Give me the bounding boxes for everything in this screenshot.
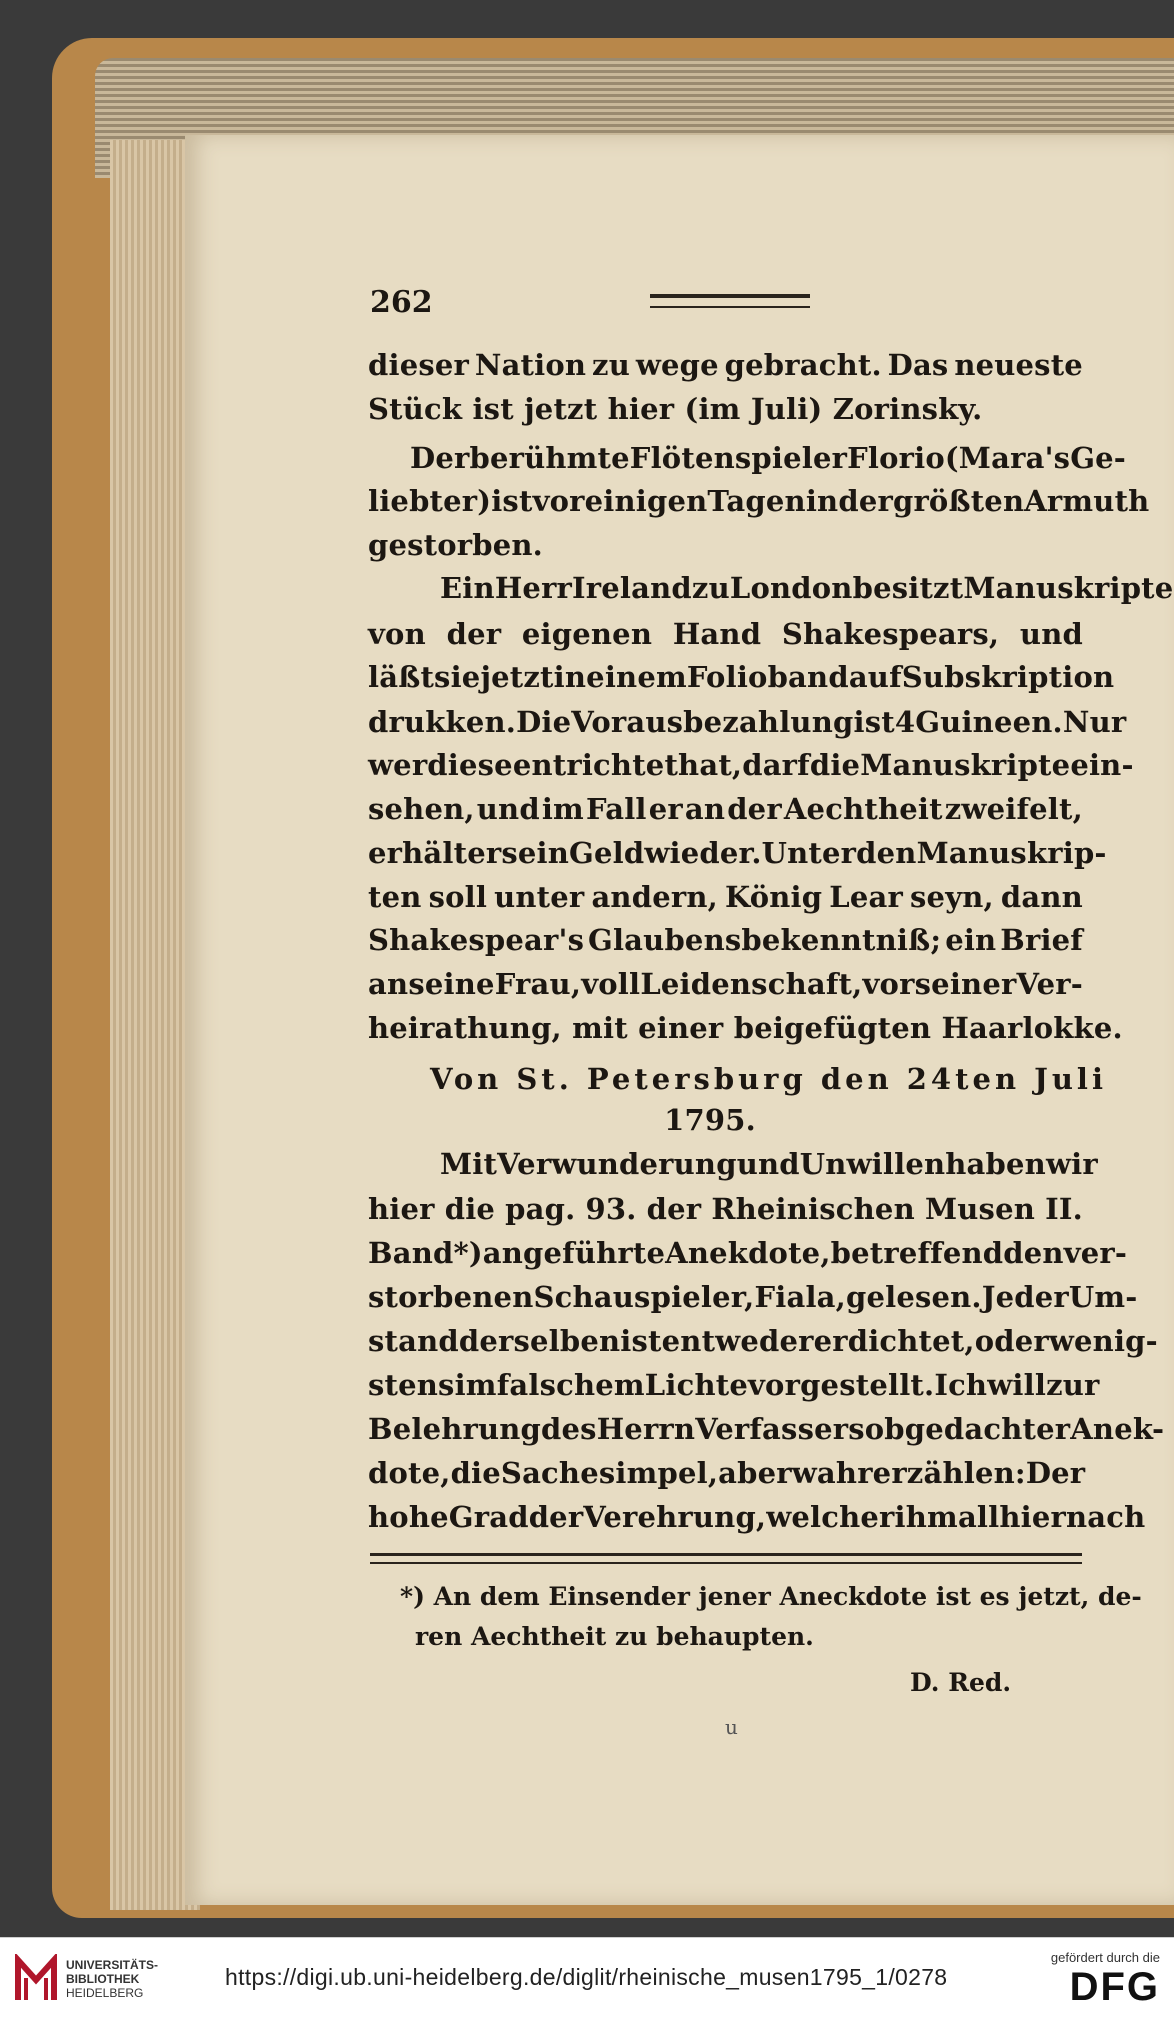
- word: andern,: [591, 880, 718, 914]
- word: allhier: [957, 1500, 1066, 1534]
- funder-credit: [1051, 1950, 1160, 2009]
- word: Ireland: [572, 571, 692, 605]
- word: Guineen.: [915, 705, 1063, 739]
- word: entweder: [661, 1324, 814, 1358]
- word: ver-: [1063, 1236, 1128, 1270]
- word: Manuskripte: [860, 748, 1071, 782]
- word: in: [805, 484, 839, 518]
- word: London: [729, 571, 853, 605]
- word: und: [736, 1147, 800, 1181]
- word: vorgestellt.: [748, 1368, 935, 1402]
- word: wieder.: [644, 836, 762, 870]
- word: an: [368, 967, 409, 1001]
- word: auf: [848, 660, 902, 694]
- word: liebter): [368, 484, 492, 518]
- word: Manuskrip-: [916, 836, 1107, 870]
- word: obgedachter: [864, 1412, 1071, 1446]
- permalink-url[interactable]: https://digi.ub.uni-heidelberg.de/diglit/rheinische_musen1795_1/0278: [225, 1964, 948, 1990]
- word: hat,: [678, 748, 743, 782]
- word: betreffend: [830, 1236, 1004, 1270]
- word: Brief: [1000, 923, 1083, 957]
- word: an: [684, 792, 726, 826]
- word: Unwillen: [799, 1147, 946, 1181]
- footnote-signature: D. Red.: [910, 1668, 1012, 1697]
- footnote-rule: [370, 1553, 1082, 1564]
- word: Nation: [474, 348, 587, 382]
- word: die: [444, 1192, 496, 1226]
- word: der: [646, 1192, 702, 1226]
- word: wir: [1045, 1147, 1098, 1181]
- word: zu: [592, 348, 630, 382]
- word: wer: [368, 748, 428, 782]
- word: Ich: [934, 1368, 988, 1402]
- word: storbenen: [368, 1280, 534, 1314]
- word: sie: [434, 660, 481, 694]
- word: Hand: [672, 617, 762, 651]
- word: den: [1003, 1236, 1064, 1270]
- word: Aechtheit: [783, 792, 943, 826]
- word: Manuskripte: [963, 571, 1174, 605]
- word: dote,: [368, 1456, 451, 1490]
- signature-mark: u: [725, 1715, 738, 1739]
- text-line: [368, 836, 1107, 870]
- word: und: [476, 792, 540, 826]
- university-library-name: [66, 1958, 158, 2000]
- word: gebracht.: [724, 348, 882, 382]
- word: sehen,: [368, 792, 475, 826]
- word: sein: [501, 836, 570, 870]
- word: wege: [635, 348, 719, 382]
- word: die: [450, 1456, 501, 1490]
- footnote-line: ren Aechtheit zu behaupten.: [415, 1622, 814, 1651]
- word: er: [467, 836, 502, 870]
- word: er: [648, 792, 683, 826]
- logo-line: HEIDELBERG: [66, 1986, 144, 2000]
- text-line: [368, 617, 1083, 651]
- word: zur: [1046, 1368, 1100, 1402]
- word: angeführte: [482, 1236, 666, 1270]
- word: Sache: [500, 1456, 599, 1490]
- text-line: gestorben.: [368, 528, 543, 562]
- word: derselben: [458, 1324, 621, 1358]
- text-line: [368, 1456, 1086, 1490]
- word: Shakespears,: [781, 617, 1000, 651]
- word: einigen: [584, 484, 708, 518]
- word: Jeder: [981, 1280, 1069, 1314]
- word: simpel,: [598, 1456, 719, 1490]
- word: gelesen.: [845, 1280, 982, 1314]
- word: und: [1019, 617, 1083, 651]
- word: oder: [974, 1324, 1049, 1358]
- word: Shakespear's: [368, 923, 585, 957]
- word: Ge-: [1070, 441, 1127, 475]
- word: berühmte: [469, 441, 630, 475]
- text-line: [440, 1147, 1098, 1181]
- logo-line: UNIVERSITÄTS-: [66, 1958, 159, 1972]
- word: ein-: [1070, 748, 1134, 782]
- word: ein: [945, 923, 997, 957]
- word: der: [528, 1500, 584, 1534]
- word: erzählen:: [872, 1456, 1026, 1490]
- word: Lichte: [644, 1368, 748, 1402]
- text-line: [368, 705, 1127, 739]
- text-line: Von St. Petersburg den 24ten Juli: [430, 1062, 1107, 1096]
- funded-by-label: gefördert durch die: [1050, 1950, 1160, 1965]
- word: seyn,: [910, 880, 994, 914]
- text-line: [368, 660, 1115, 694]
- word: seiner: [914, 967, 1017, 1001]
- word: soll: [428, 880, 488, 914]
- word: aber: [718, 1456, 792, 1490]
- word: Unter: [761, 836, 857, 870]
- word: haben: [945, 1147, 1046, 1181]
- word: im: [541, 792, 584, 826]
- footnote-line: *) An dem Einsender jener Aneckdote ist es jetzt, de-: [400, 1582, 1142, 1611]
- text-line: [368, 1280, 1138, 1314]
- word: Verwunderung: [497, 1147, 737, 1181]
- word: Der: [410, 441, 470, 475]
- word: Flötenspieler: [629, 441, 848, 475]
- word: welcher: [766, 1500, 895, 1534]
- word: Schauspieler,: [533, 1280, 755, 1314]
- word: Leidenschaft,: [640, 967, 863, 1001]
- text-line: [368, 1500, 1146, 1534]
- word: dann: [1000, 880, 1083, 914]
- page-number: 262: [370, 285, 433, 320]
- word: Fall: [586, 792, 647, 826]
- word: Anekdote,: [665, 1236, 831, 1270]
- word: Das: [887, 348, 949, 382]
- word: dieser: [368, 348, 470, 382]
- text-line: [368, 967, 1083, 1001]
- word: will: [987, 1368, 1047, 1402]
- text-line: [368, 880, 1083, 914]
- word: vor: [532, 484, 585, 518]
- word: Rheinischen: [711, 1192, 915, 1226]
- word: Verfassers: [695, 1412, 865, 1446]
- text-line: [368, 923, 1083, 957]
- word: Armuth: [1024, 484, 1150, 518]
- word: ihm: [894, 1500, 958, 1534]
- word: wahr: [791, 1456, 873, 1490]
- word: Herr: [494, 571, 573, 605]
- word: die: [809, 748, 861, 782]
- word: in: [553, 660, 587, 694]
- text-line: [368, 792, 1083, 826]
- word: den: [856, 836, 917, 870]
- word: Band: [368, 1236, 454, 1270]
- word: Die: [516, 705, 572, 739]
- word: unter: [494, 880, 585, 914]
- word: Folioband: [686, 660, 849, 694]
- word: erhält: [368, 836, 468, 870]
- word: erdichtet,: [813, 1324, 975, 1358]
- word: II.: [1045, 1192, 1083, 1226]
- word: des: [541, 1412, 597, 1446]
- word: stand: [368, 1324, 459, 1358]
- word: neueste: [954, 348, 1083, 382]
- word: vor: [862, 967, 915, 1001]
- word: Belehrung: [368, 1412, 542, 1446]
- word: hier: [368, 1192, 435, 1226]
- word: der: [727, 792, 782, 826]
- text-line: [368, 1324, 1158, 1358]
- word: Frau,: [494, 967, 582, 1001]
- word: Verehrung,: [583, 1500, 767, 1534]
- word: jetzt: [480, 660, 554, 694]
- word: Grad: [448, 1500, 529, 1534]
- word: von: [368, 617, 426, 651]
- text-line: [368, 1412, 1165, 1446]
- text-line: Stück ist jetzt hier (im Juli) Zorinsky.: [368, 392, 983, 426]
- text-line: [440, 571, 1174, 605]
- word: einem: [586, 660, 687, 694]
- word: Vorausbezahlung: [571, 705, 854, 739]
- dfg-logo[interactable]: DFG: [1069, 1965, 1160, 2009]
- word: ist: [853, 705, 895, 739]
- word: Ver-: [1016, 967, 1083, 1001]
- word: Tagen: [707, 484, 806, 518]
- university-library-logo-icon[interactable]: [14, 1954, 58, 2004]
- word: im: [454, 1368, 497, 1402]
- word: Der: [1025, 1456, 1086, 1490]
- text-line: [368, 1192, 1083, 1226]
- word: Lear: [829, 880, 903, 914]
- word: läßt: [368, 660, 435, 694]
- word: der: [446, 617, 502, 651]
- word: Um-: [1068, 1280, 1138, 1314]
- text-line: [368, 348, 1083, 382]
- word: Nur: [1062, 705, 1127, 739]
- word: Glaubensbekenntniß;: [588, 923, 942, 957]
- text-line: [368, 748, 1134, 782]
- header-rule: [650, 294, 810, 308]
- word: Anek-: [1070, 1412, 1165, 1446]
- word: diese: [427, 748, 513, 782]
- logo-line: BIBLIOTHEK: [66, 1972, 140, 1986]
- word: hohe: [368, 1500, 449, 1534]
- word: Fiala,: [754, 1280, 846, 1314]
- word: Mit: [440, 1147, 498, 1181]
- word: falschem: [496, 1368, 645, 1402]
- word: Subskription: [901, 660, 1115, 694]
- word: ten: [368, 880, 422, 914]
- text-line: [368, 1368, 1100, 1402]
- word: ist: [491, 484, 533, 518]
- word: Ein: [440, 571, 495, 605]
- text-line: [410, 441, 1127, 475]
- word: seine: [408, 967, 495, 1001]
- word: Musen: [924, 1192, 1036, 1226]
- viewer-footer: [0, 1937, 1174, 2021]
- word: drukken.: [368, 705, 517, 739]
- word: 4: [894, 705, 916, 739]
- text-line: [368, 484, 1150, 518]
- word: Florio: [847, 441, 945, 475]
- word: nach: [1066, 1500, 1146, 1534]
- word: darf: [742, 748, 810, 782]
- word: zweifelt,: [944, 792, 1083, 826]
- word: besitzt: [852, 571, 964, 605]
- word: ist: [620, 1324, 662, 1358]
- word: voll: [581, 967, 641, 1001]
- word: eigenen: [521, 617, 653, 651]
- word: der: [838, 484, 893, 518]
- word: entrichtet: [512, 748, 679, 782]
- word: *): [453, 1236, 483, 1270]
- word: König: [724, 880, 823, 914]
- word: Herrn: [596, 1412, 696, 1446]
- word: pag.: [505, 1192, 576, 1226]
- word: (Mara's: [944, 441, 1071, 475]
- word: zu: [691, 571, 730, 605]
- word: Geld: [569, 836, 645, 870]
- word: wenig-: [1048, 1324, 1158, 1358]
- word: 93.: [585, 1192, 637, 1226]
- text-line: 1795.: [664, 1103, 756, 1137]
- text-line: [368, 1236, 1128, 1270]
- word: stens: [368, 1368, 455, 1402]
- text-line: heirathung, mit einer beigefügten Haarlokke.: [368, 1011, 1123, 1045]
- word: größten: [892, 484, 1025, 518]
